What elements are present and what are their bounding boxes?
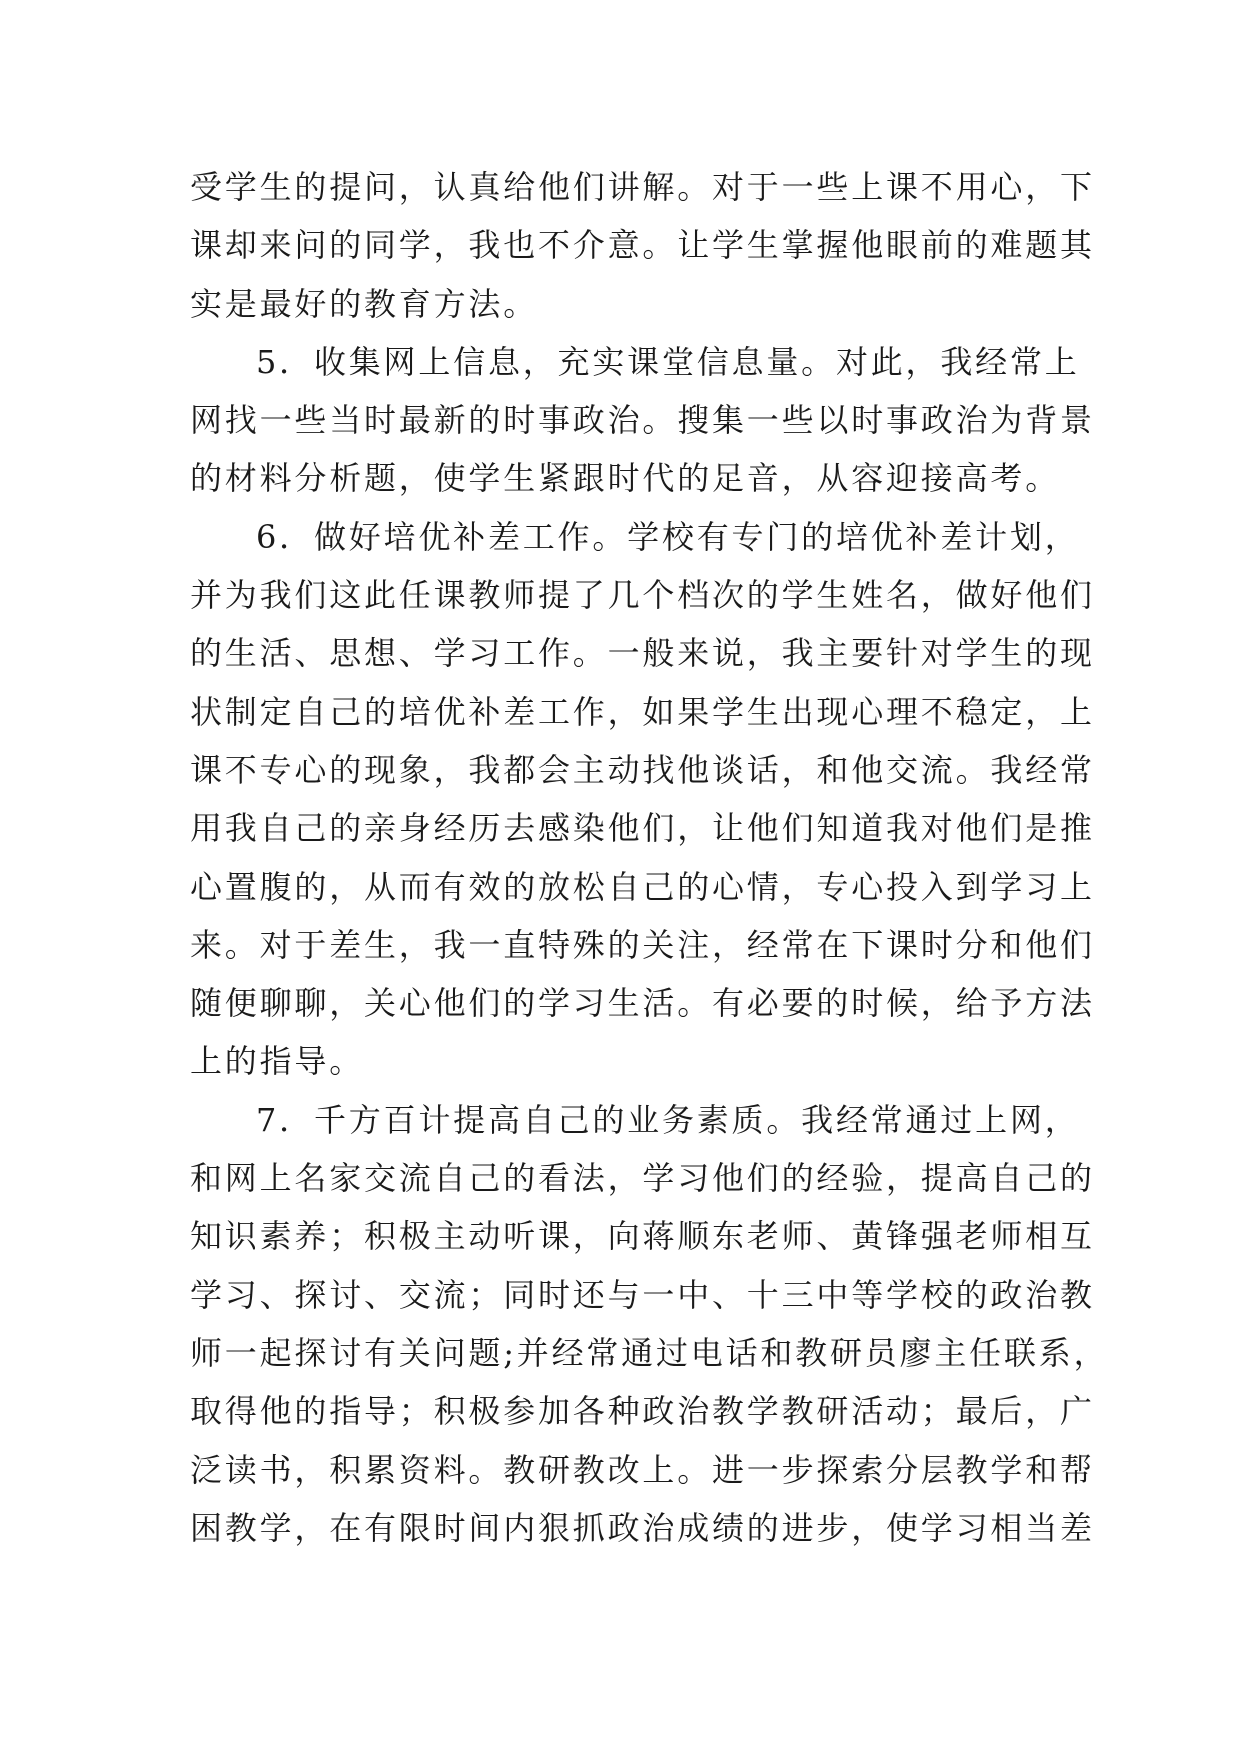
text-line: 知识素养；积极主动听课，向蒋顺东老师、黄锋强老师相互 <box>190 1217 1095 1256</box>
text-line: 6．做好培优补差工作。学校有专门的培优补差计划， <box>256 517 1080 556</box>
text-line: 学习、探讨、交流；同时还与一中、十三中等学校的政治教 <box>190 1275 1095 1314</box>
text-line: 和网上名家交流自己的看法，学习他们的经验，提高自己的 <box>190 1159 1095 1198</box>
text-line: 5．收集网上信息，充实课堂信息量。对此，我经常上 <box>256 342 1080 381</box>
text-line: 来。对于差生，我一直特殊的关注，经常在下课时分和他们 <box>190 925 1095 964</box>
paragraph-item-5 <box>190 333 1095 508</box>
text-line: 状制定自己的培优补差工作，如果学生出现心理不稳定，上 <box>190 692 1095 731</box>
text-line: 的生活、思想、学习工作。一般来说，我主要针对学生的现 <box>190 634 1095 673</box>
text-line: 课却来问的同学，我也不介意。让学生掌握他眼前的难题其 <box>190 226 1095 265</box>
text-line: 困教学，在有限时间内狠抓政治成绩的进步，使学习相当差 <box>190 1508 1095 1547</box>
text-line: 心置腹的，从而有效的放松自己的心情，专心投入到学习上 <box>190 867 1095 906</box>
text-line: 7．千方百计提高自己的业务素质。我经常通过上网， <box>256 1100 1080 1139</box>
text-line: 的材料分析题，使学生紧跟时代的足音，从容迎接高考。 <box>190 459 1061 498</box>
paragraph-item-7 <box>190 1091 1109 1557</box>
text-line: 取得他的指导；积极参加各种政治教学教研活动；最后，广 <box>190 1392 1095 1431</box>
text-line: 师一起探讨有关问题;并经常通过电话和教研员廖主任联系， <box>190 1333 1109 1372</box>
text-line: 实是最好的教育方法。 <box>190 284 539 323</box>
paragraph-item-6 <box>190 508 1095 1091</box>
text-line: 上的指导。 <box>190 1042 365 1081</box>
paragraph-continued <box>190 158 1095 333</box>
text-line: 泛读书，积累资料。教研教改上。进一步探索分层教学和帮 <box>190 1450 1095 1489</box>
text-line: 用我自己的亲身经历去感染他们，让他们知道我对他们是推 <box>190 809 1095 848</box>
body-text <box>190 158 1109 1557</box>
text-line: 并为我们这此任课教师提了几个档次的学生姓名，做好他们 <box>190 576 1095 615</box>
text-line: 网找一些当时最新的时事政治。搜集一些以时事政治为背景 <box>190 401 1095 440</box>
text-line: 受学生的提问，认真给他们讲解。对于一些上课不用心，下 <box>190 168 1095 206</box>
text-line: 课不专心的现象，我都会主动找他谈话，和他交流。我经常 <box>190 750 1095 789</box>
text-line: 随便聊聊，关心他们的学习生活。有必要的时候，给予方法 <box>190 984 1095 1023</box>
